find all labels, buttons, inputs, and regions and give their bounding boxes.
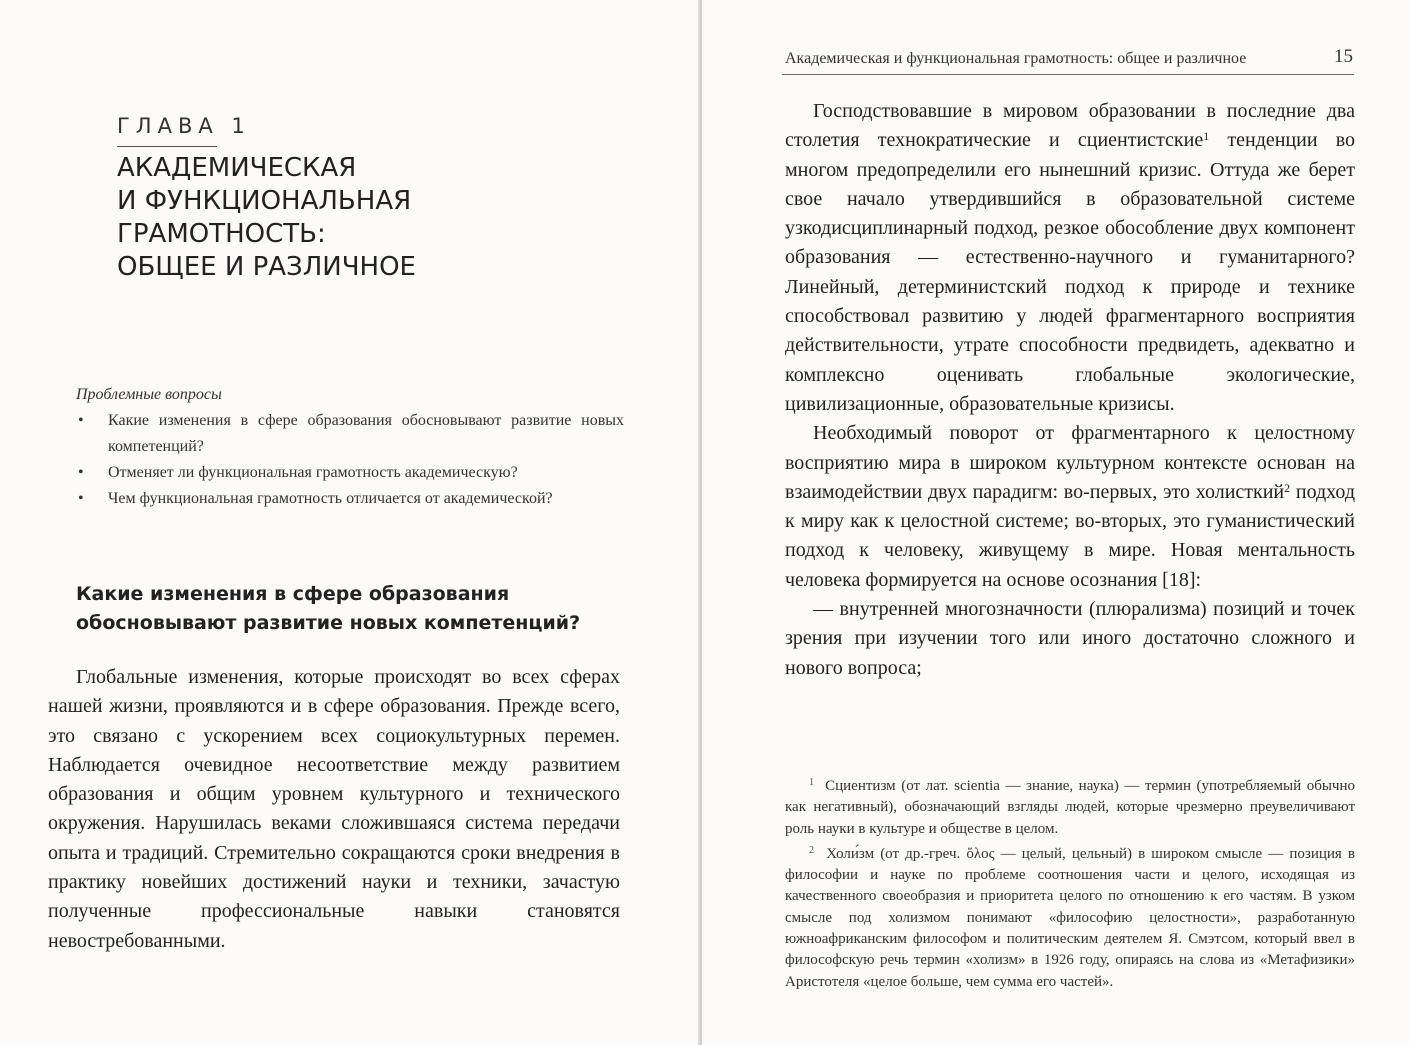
chapter-title-line: АКАДЕМИЧЕСКАЯ [117, 153, 357, 183]
footnote-ref: 2 [1284, 480, 1291, 495]
problem-questions [76, 382, 624, 512]
section-heading [76, 580, 636, 638]
text-run: подход к миру как к целостной системе; во-вторых, это гуманистический подход к человеку, живущему в мире. Новая ментальность человека формируется на основе осознания [18]: [785, 480, 1355, 591]
section-heading-line: обосновывают развитие новых компетенций? [76, 612, 581, 634]
body-paragraph [785, 97, 1355, 419]
body-paragraph: Глобальные изменения, которые происходят во всех сферах нашей жизни, проявляются и в сфере образования. Прежде всего, это связано с ускорением всех социокультурных перемен. Наблюдается очевидное несоответствие между развитием образования и общим уровнем культурного и технического окружения. Нарушилась веками сложившаяся система передачи опыта и традиций. Стремительно сокращаются сроки внедрения в практику новейших достижений науки и техники, зачастую полученные профессиональные навыки становятся невостребованными. [48, 666, 620, 952]
chapter-title-line: И ФУНКЦИОНАЛЬНАЯ [117, 186, 412, 216]
chapter-title-line: ОБЩЕЕ И РАЗЛИЧНОЕ [117, 252, 416, 282]
chapter-rule [117, 146, 217, 147]
left-page [0, 0, 700, 1045]
problem-questions-heading: Проблемные вопросы [76, 386, 222, 403]
footnote-ref: 1 [1203, 129, 1210, 144]
page-number: 15 [1334, 46, 1353, 67]
question-item: • Чем функциональная грамотность отличается от академической? [76, 486, 624, 512]
footnote-text: Сциентизм (от лат. scientia — знание, наука) — термин (употребляемый обычно как негативный), обозначающий взгляды людей, которые чрезмерно преувеличивают роль науки в культуре и обществе в целом. [785, 778, 1355, 837]
text-run: тенденции во многом предопределили его нынешний кризис. Оттуда же берет свое начало утвердившийся в образовательной системе узкодисциплинарный подход, резкое обособление двух компонент образования — естественно-научного и гуманитарного? Линейный, детерминистский подход к природе и технике способствовал развитию у людей фрагментарного восприятия действительности, утрате способности предвидеть, адекватно и комплексно оценивать глобальные экологические, цивилизационные, образовательные кризисы. [785, 129, 1355, 415]
footnote [785, 840, 1355, 993]
problem-questions-list [76, 408, 624, 512]
question-item: • Отменяет ли функциональная грамотность академическую? [76, 460, 624, 486]
body-paragraph [785, 419, 1355, 595]
chapter-label: ГЛАВА 1 [117, 114, 251, 138]
footnotes [785, 772, 1355, 993]
body-paragraph: — внутренней многозначности (плюрализма) позиций и точек зрения при изучении того или иного достаточно сложного и нового вопроса; [785, 598, 1355, 679]
footnote [785, 772, 1355, 840]
footnote-mark: 1 [809, 777, 814, 788]
running-head-rule [782, 74, 1354, 75]
footnote-mark: 2 [809, 844, 814, 856]
question-item: • Какие изменения в сфере образования обосновывают развитие новых компетенций? [76, 408, 624, 460]
text-run: Господствовавшие в мировом образовании в последние два столетия технократические и сциентистские [785, 100, 1355, 152]
footnote-text: Холи́зм (от др.-греч. ὅλος — целый, цельный) в широком смысле — позиция в философии и науке по проблеме соотношения части и целого, исходящая из качественного своеобразия и приоритета целого по отношению к его частям. В узком смысле под холизмом понимают «философию целостности», разработанную южноафриканским философом и политическим деятелем Я. Смэтсом, который ввел в философскую речь термин «холизм» в 1926 году, опираясь на слова из «Метафизики» Аристотеля «целое больше, чем сумма его частей». [785, 845, 1355, 990]
section-heading-line: Какие изменения в сфере образования [76, 583, 510, 605]
chapter-title-line: ГРАМОТНОСТЬ: [117, 219, 326, 249]
text-run: Необходимый поворот от фрагментарного к целостному восприятию мира в широком культурном контексте основан на взаимодействии двух парадигм: во-первых, это холисткий [785, 422, 1355, 503]
running-head: Академическая и функциональная грамотность: общее и различное [785, 50, 1247, 67]
chapter-title [117, 152, 416, 284]
right-column [785, 97, 1355, 683]
